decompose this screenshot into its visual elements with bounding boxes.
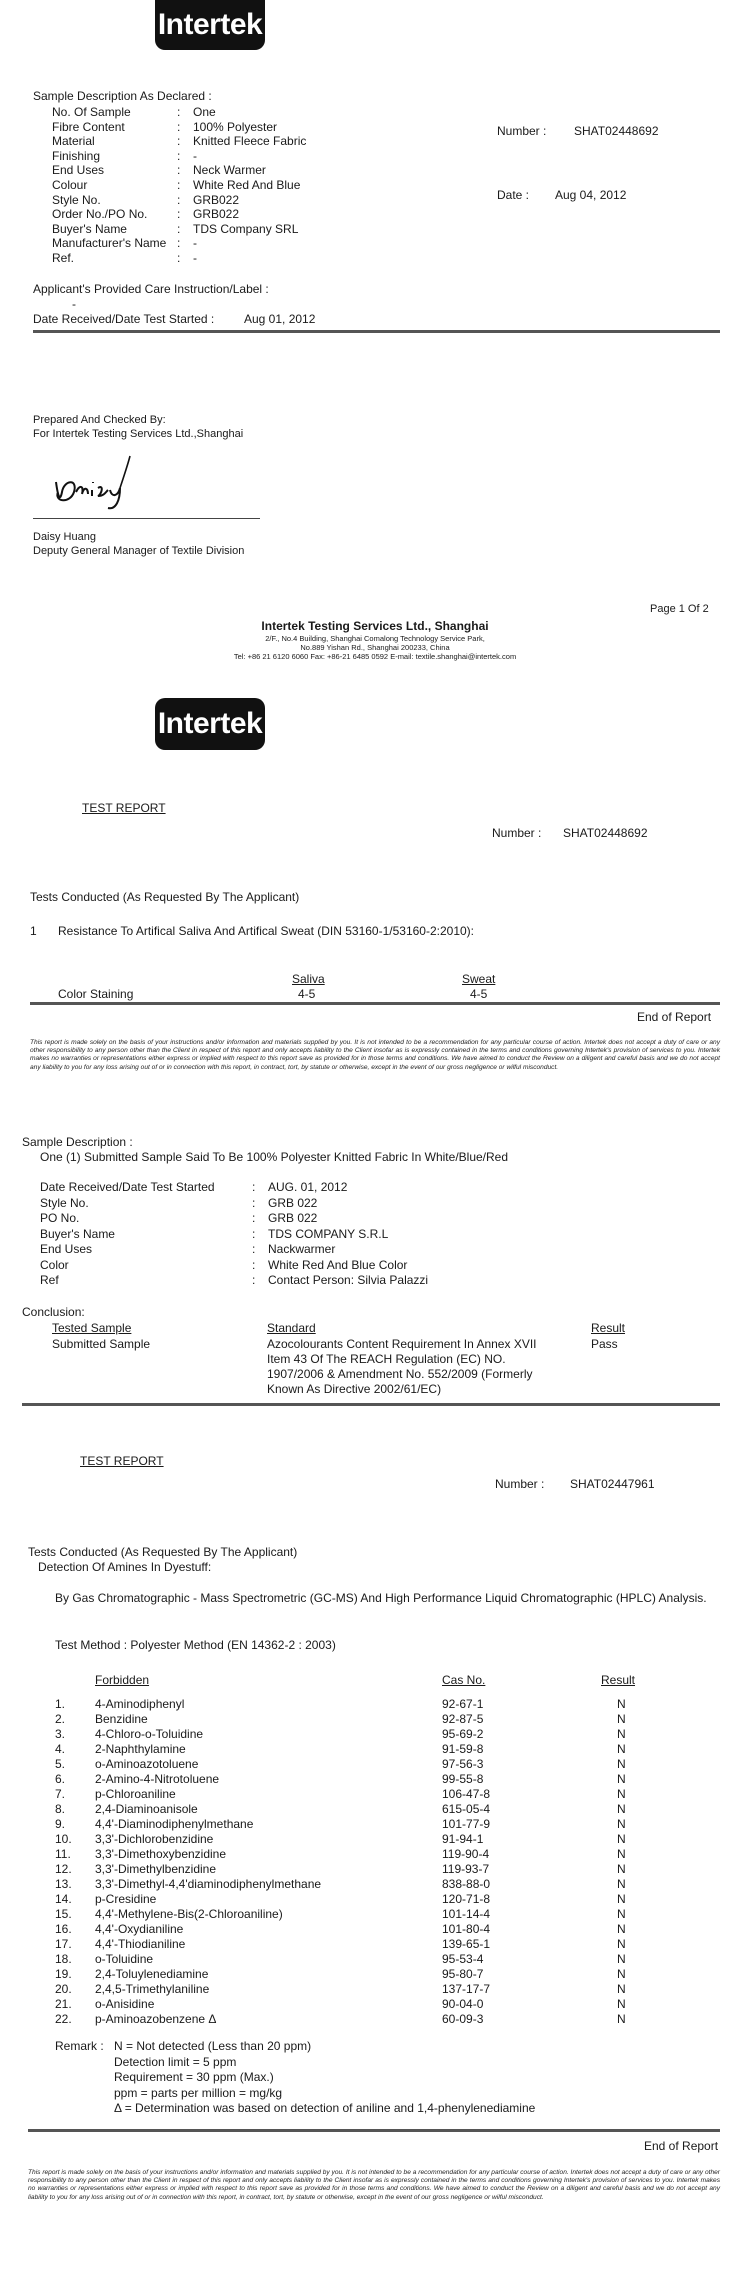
- table-row: [55, 1802, 657, 1817]
- field-separator: :: [177, 148, 181, 163]
- field-value: 100% Polyester: [193, 119, 278, 134]
- result-value: N: [617, 1757, 626, 1771]
- test-report-title: TEST REPORT: [82, 801, 166, 815]
- row-number: 14.: [55, 1892, 72, 1906]
- field-separator: :: [177, 192, 181, 207]
- signatory-title: Deputy General Manager of Textile Division: [33, 545, 245, 557]
- amine-name: o-Toluidine: [95, 1952, 154, 1966]
- row-number: 2.: [55, 1712, 66, 1726]
- remarks: [114, 2039, 535, 2117]
- table-row: [55, 1967, 657, 1982]
- footer-address1: 2/F., No.4 Building, Shanghai Comalong Technology Service Park,: [265, 634, 485, 643]
- cas-number: 101-80-4: [442, 1922, 491, 1936]
- field-value: White Red And Blue Color: [268, 1257, 408, 1272]
- field-value: Nackwarmer: [268, 1242, 336, 1256]
- color-staining-label: Color Staining: [58, 987, 134, 1001]
- report-number-label: Number :: [492, 826, 542, 840]
- result-value: N: [617, 1952, 626, 1966]
- result-value: N: [617, 1922, 626, 1936]
- table-row: [55, 1727, 657, 1742]
- number-value: SHAT02448692: [574, 124, 659, 138]
- cas-number: 838-88-0: [442, 1877, 491, 1891]
- cas-number: 92-87-5: [442, 1712, 484, 1726]
- sample-description-text: One (1) Submitted Sample Said To Be 100% Polyester Knitted Fabric In White/Blue/Red: [40, 1150, 509, 1164]
- cas-number: 106-47-8: [442, 1787, 491, 1801]
- field-value: -: [193, 148, 197, 163]
- report-number-label: Number :: [495, 1477, 545, 1491]
- amine-name: 2,4-Toluylenediamine: [95, 1967, 209, 1981]
- field-separator: :: [177, 134, 181, 149]
- disclaimer: This report is made solely on the basis of your instructions and/or information and materials supplied by you. It is not intended to be a recommendation for any particular course of action. Intertek does not accept a duty of care or any other responsibility to any person other than the Client in respect of this report and only accepts liability to the Client insofar as is expressly contained in the terms and conditions governing Intertek's provision of services to you. Intertek makes no warranties or representations either express or implied with respect to this report save as provided for in those terms and conditions. We have aimed to conduct the Review on a diligent and careful basis and we do not accept any liability to you for any loss arising out of or in connection with this report, in contract, tort, by statute or otherwise, except in the event of our gross negligence or wilful misconduct.: [30, 1039, 720, 1071]
- footer-contact: Tel: +86 21 6120 6060 Fax: +86-21 6485 0592 E-mail: textile.shanghai@intertek.com: [233, 652, 517, 661]
- standard-text: [267, 1337, 537, 1397]
- end-of-report: End of Report: [637, 1010, 712, 1024]
- cas-number: 137-17-7: [442, 1982, 491, 1996]
- amine-name: 4,4'-Thiodianiline: [95, 1937, 186, 1951]
- cas-number: 91-59-8: [442, 1742, 484, 1756]
- field-value: TDS COMPANY S.R.L: [268, 1226, 389, 1241]
- field-value: GRB 022: [268, 1195, 318, 1210]
- amine-name: 4,4'-Methylene-Bis(2-Chloroaniline): [95, 1907, 283, 1921]
- amine-name: o-Aminoazotoluene: [95, 1757, 199, 1771]
- row-number: 13.: [55, 1877, 72, 1891]
- care-value: -: [72, 297, 76, 311]
- remark-label: Remark :: [55, 2039, 104, 2053]
- row-number: 21.: [55, 1997, 72, 2011]
- amine-name: p-Chloroaniline: [95, 1787, 176, 1801]
- row-number: 18.: [55, 1952, 72, 1966]
- remark-line: Detection limit = 5 ppm: [114, 2054, 237, 2069]
- test-title: Resistance To Artifical Saliva And Artifical Sweat (DIN 53160-1/53160-2:2010):: [58, 924, 475, 938]
- forbidden-header: Forbidden: [95, 1673, 150, 1687]
- field-separator: :: [177, 105, 181, 119]
- field-value: GRB 022: [268, 1211, 318, 1225]
- table-row: [55, 2012, 657, 2027]
- row-number: 17.: [55, 1937, 72, 1951]
- field-separator: :: [177, 221, 181, 236]
- report-number-value: SHAT02447961: [570, 1477, 655, 1491]
- signatory-name: Daisy Huang: [33, 531, 96, 543]
- sweat-header: Sweat: [462, 972, 496, 986]
- table-row: [55, 1862, 657, 1877]
- row-number: 20.: [55, 1982, 72, 1996]
- standard-line: Known As Directive 2002/61/EC): [267, 1382, 442, 1396]
- field-label: Material: [52, 134, 95, 149]
- sample-fields: [40, 1180, 428, 1289]
- table-row: [55, 1877, 657, 1892]
- table-row: [55, 1952, 657, 1967]
- cas-number: 90-04-0: [442, 1997, 484, 2011]
- field-label: Ref.: [52, 250, 75, 265]
- result-value: N: [617, 1967, 626, 1981]
- field-label: No. Of Sample: [52, 105, 131, 119]
- table-row: [55, 1907, 657, 1922]
- standard-line: 1907/2006 & Amendment No. 552/2009 (Formerly: [267, 1367, 533, 1381]
- end-of-report: End of Report: [644, 2139, 719, 2153]
- result-value: N: [617, 1937, 626, 1951]
- field-label: Style No.: [52, 192, 101, 207]
- result-header: Result: [591, 1321, 626, 1335]
- field-value: One: [193, 105, 216, 119]
- amine-name: o-Anisidine: [95, 1997, 155, 2011]
- field-value: TDS Company SRL: [193, 221, 299, 236]
- amine-name: 2-Amino-4-Nitrotoluene: [95, 1772, 220, 1786]
- cas-number: 91-94-1: [442, 1832, 484, 1846]
- field-separator: :: [252, 1273, 256, 1287]
- result-value: N: [617, 1982, 626, 1996]
- sample-fields: [52, 105, 306, 266]
- field-value: GRB022: [193, 192, 240, 207]
- result-value: N: [617, 1772, 626, 1786]
- signature-image: [48, 452, 148, 512]
- detection-title: Detection Of Amines In Dyestuff:: [38, 1560, 212, 1574]
- result-header: Result: [601, 1673, 636, 1687]
- table-row: [55, 1832, 657, 1847]
- amine-name: 2,4-Diaminoanisole: [95, 1802, 198, 1816]
- amine-name: 3,3'-Dimethyl-4,4'diaminodiphenylmethane: [95, 1877, 322, 1891]
- footer-address2: No.889 Yishan Rd., Shanghai 200233, China: [300, 643, 450, 652]
- field-label: Date Received/Date Test Started: [40, 1180, 215, 1194]
- cas-number: 101-14-4: [442, 1907, 491, 1921]
- field-separator: :: [177, 250, 181, 265]
- field-label: Order No./PO No.: [52, 207, 148, 222]
- table-row: [55, 1757, 657, 1772]
- care-label: Applicant's Provided Care Instruction/Label :: [33, 282, 269, 296]
- field-label: Buyer's Name: [40, 1226, 115, 1241]
- date-received-label: Date Received/Date Test Started :: [33, 312, 215, 326]
- amine-name: 3,3'-Dimethylbenzidine: [95, 1862, 217, 1876]
- standard-line: Azocolourants Content Requirement In Annex XVII: [267, 1337, 537, 1351]
- field-value: Knitted Fleece Fabric: [193, 134, 307, 149]
- amine-name: 4,4'-Diaminodiphenylmethane: [95, 1817, 254, 1831]
- prepared-by: Prepared And Checked By:: [33, 414, 166, 426]
- saliva-value: 4-5: [298, 987, 316, 1001]
- table-row: [55, 1937, 657, 1952]
- number-label: Number :: [497, 124, 547, 138]
- amine-name: 2,4,5-Trimethylaniline: [95, 1982, 210, 1996]
- row-number: 12.: [55, 1862, 72, 1876]
- field-label: Ref: [40, 1273, 59, 1287]
- row-number: 9.: [55, 1817, 66, 1831]
- sample-description-heading: Sample Description :: [22, 1135, 133, 1149]
- field-separator: :: [252, 1257, 256, 1272]
- field-value: White Red And Blue: [193, 177, 301, 192]
- amine-name: Benzidine: [95, 1712, 148, 1726]
- result-value: N: [617, 1847, 626, 1861]
- date-value: Aug 04, 2012: [555, 188, 627, 202]
- field-value: Neck Warmer: [193, 163, 266, 178]
- amine-name: p-Aminoazobenzene Δ: [95, 2012, 217, 2026]
- field-value: -: [193, 236, 197, 251]
- result-value: N: [617, 1802, 626, 1816]
- field-label: Fibre Content: [52, 119, 125, 134]
- field-separator: :: [252, 1180, 256, 1194]
- remark-line: Requirement = 30 ppm (Max.): [114, 2070, 274, 2084]
- cas-number: 99-55-8: [442, 1772, 484, 1786]
- field-label: PO No.: [40, 1211, 80, 1225]
- intertek-logo: Intertek: [155, 698, 265, 750]
- table-row: [55, 1772, 657, 1787]
- test-method: Test Method : Polyester Method (EN 14362-2 : 2003): [55, 1638, 336, 1652]
- field-label: Buyer's Name: [52, 221, 127, 236]
- amine-name: p-Cresidine: [95, 1892, 157, 1906]
- intertek-logo: Intertek: [155, 0, 265, 50]
- table-row: [55, 1982, 657, 1997]
- field-label: Colour: [52, 177, 88, 192]
- field-label: Style No.: [40, 1195, 89, 1210]
- remark-line: Δ = Determination was based on detection of aniline and 1,4-phenylenediamine: [114, 2101, 536, 2115]
- divider: [22, 1403, 720, 1406]
- table-row: [55, 1817, 657, 1832]
- result-value: N: [617, 1997, 626, 2011]
- field-label: Manufacturer's Name: [52, 236, 167, 251]
- report-number-value: SHAT02448692: [563, 826, 648, 840]
- amine-name: 3,3'-Dichlorobenzidine: [95, 1832, 214, 1846]
- amine-name: 3,3'-Dimethoxybenzidine: [95, 1847, 227, 1861]
- field-label: End Uses: [52, 163, 105, 178]
- result-value: N: [617, 1727, 626, 1741]
- field-separator: :: [177, 177, 181, 192]
- cas-number: 119-93-7: [442, 1862, 490, 1876]
- conclusion-label: Conclusion:: [22, 1305, 85, 1319]
- cas-number: 92-67-1: [442, 1697, 484, 1711]
- cas-number: 95-69-2: [442, 1727, 484, 1741]
- method-text: By Gas Chromatographic - Mass Spectrometric (GC-MS) And High Performance Liquid Chromatographic (HPLC) Analysis.: [55, 1591, 707, 1605]
- cas-number: 120-71-8: [442, 1892, 491, 1906]
- field-separator: :: [252, 1211, 256, 1225]
- field-value: -: [193, 250, 197, 265]
- field-separator: :: [177, 119, 181, 134]
- row-number: 8.: [55, 1802, 66, 1816]
- table-row: [55, 1697, 657, 1712]
- result-value: N: [617, 1892, 626, 1906]
- field-separator: :: [177, 207, 181, 222]
- row-number: 11.: [55, 1847, 71, 1861]
- result-value: N: [617, 1862, 626, 1876]
- row-number: 6.: [55, 1772, 66, 1786]
- tested-sample-value: Submitted Sample: [52, 1337, 151, 1351]
- row-number: 22.: [55, 2012, 72, 2026]
- footer-company: Intertek Testing Services Ltd., Shanghai: [261, 619, 489, 633]
- signature-line: [33, 518, 260, 519]
- result-value: N: [617, 1697, 626, 1711]
- cas-header: Cas No.: [442, 1673, 486, 1687]
- cas-number: 95-80-7: [442, 1967, 484, 1981]
- cas-number: 60-09-3: [442, 2012, 484, 2026]
- row-number: 4.: [55, 1742, 66, 1756]
- cas-number: 139-65-1: [442, 1937, 491, 1951]
- amine-name: 4-Chloro-o-Toluidine: [95, 1727, 204, 1741]
- result-value: N: [617, 1832, 626, 1846]
- divider: [33, 330, 720, 333]
- field-separator: :: [177, 163, 181, 178]
- field-label: Finishing: [52, 148, 101, 163]
- tested-sample-header: Tested Sample: [52, 1321, 132, 1335]
- field-value: Contact Person: Silvia Palazzi: [268, 1273, 429, 1287]
- page-number: Page 1 Of 2: [650, 603, 709, 615]
- cas-number: 101-77-9: [442, 1817, 491, 1831]
- disclaimer: This report is made solely on the basis of your instructions and/or information and materials supplied by you. It is not intended to be a recommendation for any particular course of action. Intertek does not accept a duty of care or any other responsibility to any person other than the Client in respect of this report and only accepts liability to the Client insofar as is expressly contained in the terms and conditions governing Intertek's provision of services to you. Intertek makes no warranties or representations either express or implied with respect to this report save as provided for in those terms and conditions. We have aimed to conduct the Review on a diligent and careful basis and we do not accept any liability to you for any loss arising out of or in connection with this report, in contract, tort, by statute or otherwise, except in the event of our gross negligence or wilful misconduct.: [28, 2169, 720, 2201]
- divider: [30, 1002, 720, 1005]
- date-label: Date :: [497, 188, 530, 202]
- row-number: 15.: [55, 1907, 72, 1921]
- row-number: 5.: [55, 1757, 66, 1771]
- test-report-title: TEST REPORT: [80, 1454, 164, 1468]
- test-number: 1: [30, 924, 37, 938]
- row-number: 7.: [55, 1787, 66, 1801]
- saliva-header: Saliva: [292, 972, 325, 986]
- sample-description-heading: Sample Description As Declared :: [33, 89, 212, 103]
- result-value: N: [617, 1712, 626, 1726]
- row-number: 3.: [55, 1727, 66, 1741]
- field-label: End Uses: [40, 1242, 93, 1256]
- cas-number: 615-05-4: [442, 1802, 491, 1816]
- result-value: N: [617, 1787, 626, 1801]
- result-value: Pass: [591, 1337, 618, 1351]
- result-value: N: [617, 1877, 626, 1891]
- result-value: N: [617, 2012, 626, 2026]
- table-row: [55, 1892, 657, 1907]
- field-separator: :: [252, 1242, 256, 1256]
- field-separator: :: [177, 236, 181, 251]
- cas-number: 119-90-4: [442, 1847, 490, 1861]
- standard-header: Standard: [267, 1321, 316, 1335]
- amines-table: [55, 1697, 657, 2027]
- field-separator: :: [252, 1226, 256, 1241]
- table-row: [55, 1847, 657, 1862]
- field-value: AUG. 01, 2012: [268, 1180, 348, 1194]
- field-label: Color: [40, 1257, 69, 1272]
- row-number: 1.: [55, 1697, 66, 1711]
- tests-conducted-heading: Tests Conducted (As Requested By The Applicant): [28, 1545, 298, 1559]
- table-row: [55, 1787, 657, 1802]
- row-number: 19.: [55, 1967, 72, 1981]
- table-row: [55, 1742, 657, 1757]
- field-value: GRB022: [193, 207, 240, 222]
- cas-number: 97-56-3: [442, 1757, 484, 1771]
- sweat-value: 4-5: [470, 987, 488, 1001]
- amine-name: 4,4'-Oxydianiline: [95, 1922, 184, 1936]
- row-number: 10.: [55, 1832, 72, 1846]
- result-value: N: [617, 1742, 626, 1756]
- tests-conducted-heading: Tests Conducted (As Requested By The Applicant): [30, 890, 300, 904]
- remark-line: N = Not detected (Less than 20 ppm): [114, 2039, 312, 2053]
- amine-name: 4-Aminodiphenyl: [95, 1697, 185, 1711]
- row-number: 16.: [55, 1922, 72, 1936]
- divider: [28, 2129, 720, 2132]
- remark-line: ppm = parts per million = mg/kg: [114, 2085, 283, 2100]
- table-row: [55, 1922, 657, 1937]
- result-value: N: [617, 1817, 626, 1831]
- table-row: [55, 1997, 657, 2012]
- date-received-value: Aug 01, 2012: [244, 312, 316, 326]
- cas-number: 95-53-4: [442, 1952, 484, 1966]
- field-separator: :: [252, 1195, 256, 1210]
- prepared-org: For Intertek Testing Services Ltd.,Shanghai: [33, 428, 244, 440]
- result-value: N: [617, 1907, 626, 1921]
- amine-name: 2-Naphthylamine: [95, 1742, 186, 1756]
- standard-line: Item 43 Of The REACH Regulation (EC) NO.: [267, 1352, 506, 1366]
- table-row: [55, 1712, 657, 1727]
